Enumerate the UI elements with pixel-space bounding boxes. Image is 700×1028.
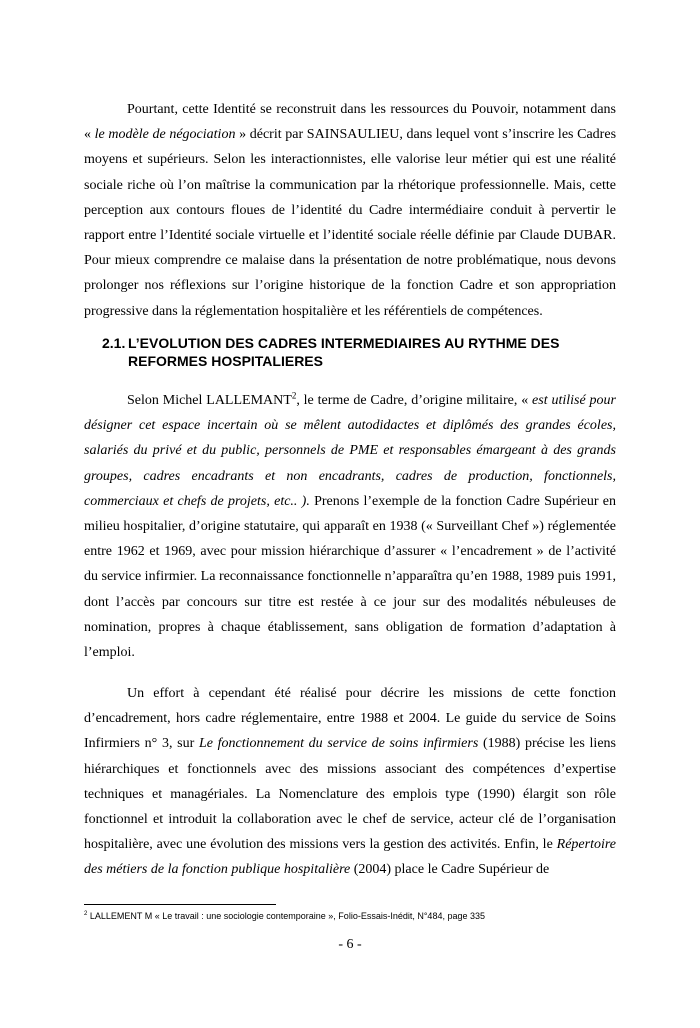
p3-text-2: (1988) précise les liens hiérarchiques et fonctionnels avec des missions associant des compétences d’expertise techniques et managériales. La Nomenclature des emplois type (1990) élargit son rôle fonctionnel et introduit la collaboration avec le chef de service, acteur clé de l’organisation hospitalière, avec une évolution des missions vers la gestion des activités. Enfin, le (84, 736, 616, 853)
footnote (84, 910, 624, 922)
p2-italic-quote: est utilisé pour désigner cet espace incertain où se mêlent autodidactes et diplômés des grandes écoles, salariés du privé et du public, personnels de PME et responsables émargeant à des grands groupes, cadres encadrants et non encadrants, cadres de production, fonctionnels, commerciaux et chefs de projets, etc.. ). (84, 393, 616, 509)
section-heading (102, 334, 602, 370)
p3-text-3: (2004) place le Cadre Supérieur de (350, 862, 550, 878)
p2-text-2: , le terme de Cadre, d’origine militaire, « (296, 393, 533, 408)
p1-italic-model: le modèle de négociation (94, 127, 236, 143)
p1-text-2: » décrit par SAINSAULIEU, dans lequel vont s’inscrire les Cadres moyens et supérieurs. Selon les interactionnistes, elle valorise leur métier qui est une réalité sociale riche où l’on maîtrise la communication par la rhétorique professionnelle. Mais, cette perception aux contours floues de l’identité du Cadre intermédiaire conduit à pervertir le rapport entre l’Identité sociale virtuelle et l’identité sociale réelle définie par Claude DUBAR. Pour mieux comprendre ce malaise dans la présentation de notre problématique, nous devons prolonger nos réflexions sur l’origine historique de la fonction Cadre et son appropriation progressive dans la réglementation hospitalière et les référentiels de compétences. (84, 127, 617, 319)
paragraph-lallemant (84, 388, 616, 665)
section-title-line2: REFORMES HOSPITALIERES (128, 353, 323, 369)
footnote-text: LALLEMENT M « Le travail : une sociologie contemporaine », Folio-Essais-Inédit, N°484, page 335 (87, 911, 485, 921)
p3-italic-guide-title: Le fonctionnement du service de soins infirmiers (198, 736, 479, 752)
paragraph-missions (84, 681, 616, 883)
section-number: 2.1. (102, 335, 126, 351)
footnote-separator (84, 904, 276, 905)
p3-italic-repertoire-title: Répertoire des métiers de la fonction publique hospitalière (84, 837, 616, 878)
footnote-number: 2 (84, 911, 88, 917)
p3-text-1: Un effort à cependant été réalisé pour décrire les missions de cette fonction d’encadrement, hors cadre réglementaire, entre 1988 et 2004. Le guide du service de Soins Infirmiers n° 3, sur (84, 686, 616, 752)
section-title-line1: L’EVOLUTION DES CADRES INTERMEDIAIRES AU RYTHME DES (128, 335, 560, 351)
page-number: - 6 - (338, 937, 362, 952)
p2-text-1: Selon Michel LALLEMANT (127, 393, 292, 408)
paragraph-identity (84, 97, 616, 324)
p2-text-3: Prenons l’exemple de la fonction Cadre Supérieur en milieu hospitalier, d’origine statutaire, qui apparaît en 1938 (« Surveillant Chef ») réglementée entre 1962 et 1969, avec pour mission hiérarchique d’assurer « l’encadrement » de l’activité du service infirmier. La reconnaissance fonctionnelle n’apparaîtra qu’en 1988, 1989 puis 1991, dont l’accès par concours sur titre est restée à ce jour sur des modalités nébuleuses de nomination, propres à chaque établissement, sans obligation de formation d’adaptation à l’emploi. (84, 493, 617, 661)
footnote-reference[interactable]: 2 (291, 390, 297, 401)
p1-text-1: Pourtant, cette Identité se reconstruit dans les ressources du Pouvoir, notamment dans « (84, 102, 616, 143)
